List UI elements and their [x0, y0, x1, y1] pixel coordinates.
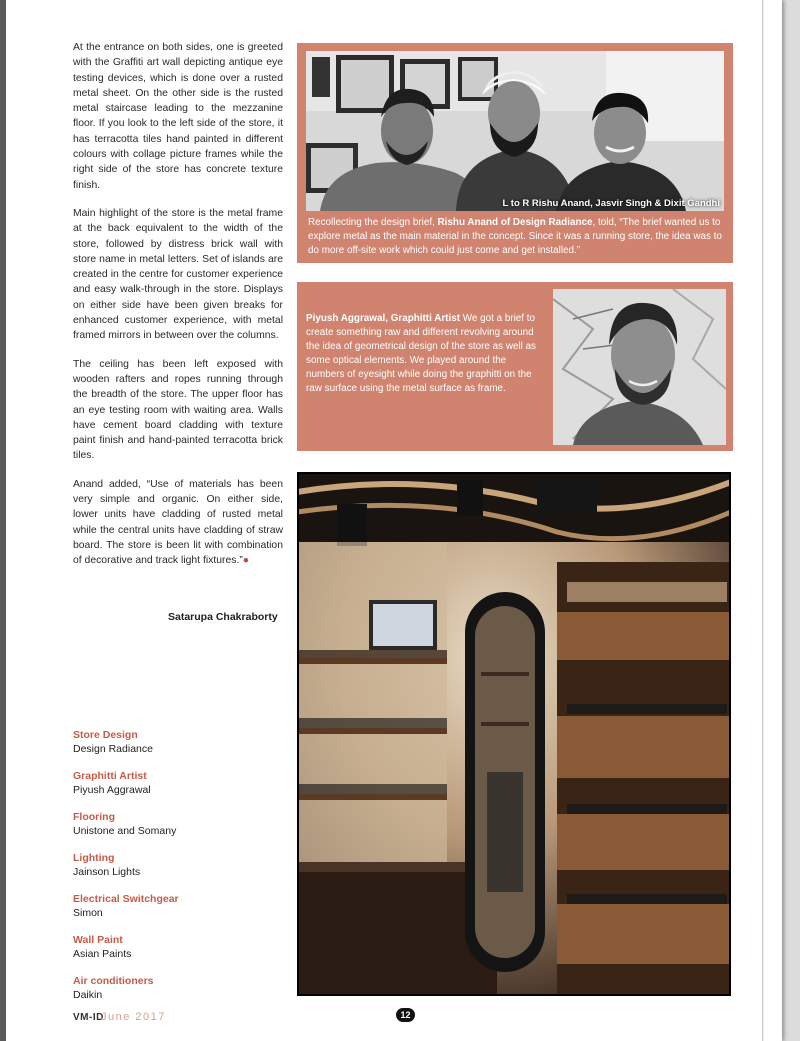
body-paragraph-1: At the entrance on both sides, one is greeted with the Graffiti art wall depicting antique eye testing devices, which is done over a rusted metal sheet. On the other side is the rusted metal staircase leading to the mezzanine floor. If you look to the left side of the store, it has terracotta tiles hand painted in different colours with collage picture frames while the right side of the store has concrete texture finish. [73, 42, 283, 191]
credit-item [73, 974, 283, 1002]
credits-list [73, 728, 283, 1015]
body-paragraph-4-text: Anand added, “Use of materials has been very simple and organic. On either side, lower units have cladding of rusted metal while the central units have cladding of straw board. The store is been lit with combination of decorative and track light fixtures.” [73, 478, 283, 567]
credit-item [73, 933, 283, 961]
quote-speaker: Rishu Anand of Design Radiance [437, 217, 593, 228]
artist-quote [306, 312, 546, 396]
credit-value: Jainson Lights [73, 866, 141, 878]
credit-heading: Lighting [73, 852, 115, 864]
credit-value: Unistone and Somany [73, 825, 177, 837]
credit-item [73, 810, 283, 838]
credit-heading: Electrical Switchgear [73, 893, 179, 905]
magazine-logo: VM-ID [73, 1012, 104, 1023]
quote-text: , told, “The brief wanted us to explore metal as the main material in the concept. Since it was a running store, the idea was to do more off-site work which could just come and get installed.” [308, 217, 722, 256]
credit-heading: Air conditioners [73, 975, 154, 987]
credit-value: Simon [73, 907, 103, 919]
credit-value: Daikin [73, 989, 103, 1001]
artist-photo [553, 289, 726, 445]
photo-caption: L to R Rishu Anand, Jasvir Singh & Dixit Gandhi [502, 198, 720, 209]
end-mark-icon: ● [242, 555, 250, 567]
rishu-anand-quote [308, 216, 726, 258]
body-paragraph-3: The ceiling has been left exposed with wooden rafters and ropes running through the breadth of the store. The upper floor has an eye testing room with waiting area. Walls have cement board cladding with texture paint finish and hand-painted terracotta brick tiles. [73, 358, 283, 462]
credit-heading: Wall Paint [73, 934, 123, 946]
design-team-photo-image [306, 51, 724, 211]
store-interior-image [297, 472, 731, 996]
page-number: 12 [396, 1008, 415, 1022]
page-curl-edge [762, 0, 764, 1041]
author-byline: Satarupa Chakraborty [168, 611, 278, 623]
credit-value: Piyush Aggrawal [73, 784, 151, 796]
credit-item [73, 728, 283, 756]
store-interior-photo [297, 472, 731, 996]
credit-value: Asian Paints [73, 948, 132, 960]
quote-lead: Recollecting the design brief, [308, 217, 438, 228]
article-body [73, 40, 283, 582]
credit-heading: Graphitti Artist [73, 770, 147, 782]
credit-heading: Store Design [73, 729, 138, 741]
credit-item [73, 892, 283, 920]
body-paragraph-2: Main highlight of the store is the metal frame at the back equivalent to the width of the store, followed by distress brick wall with store name in metal letters. Set of islands are created in the centre for customer experience and easy walk-through in the store. Displays on either side have been given breaks for enhanced customer experience, with metal framed mirrors in between over the columns. [73, 207, 283, 342]
design-team-photo [306, 51, 724, 211]
body-paragraph-4 [73, 477, 283, 569]
quote-text: We got a brief to create something raw and different revolving around the idea of geometrical design of the store as well as some optical elements. We played around the numbers of eyesight while doing the graphitti on the raw surface using the metal surface as frame. [306, 313, 536, 394]
quote-speaker: Piyush Aggrawal, Graphitti Artist [306, 313, 460, 324]
credit-value: Design Radiance [73, 743, 153, 755]
issue-date: June 2017 [101, 1011, 166, 1023]
credit-item [73, 851, 283, 879]
credit-heading: Flooring [73, 811, 115, 823]
credit-item [73, 769, 283, 797]
page-binding [0, 0, 6, 1041]
artist-photo-image [553, 289, 726, 445]
